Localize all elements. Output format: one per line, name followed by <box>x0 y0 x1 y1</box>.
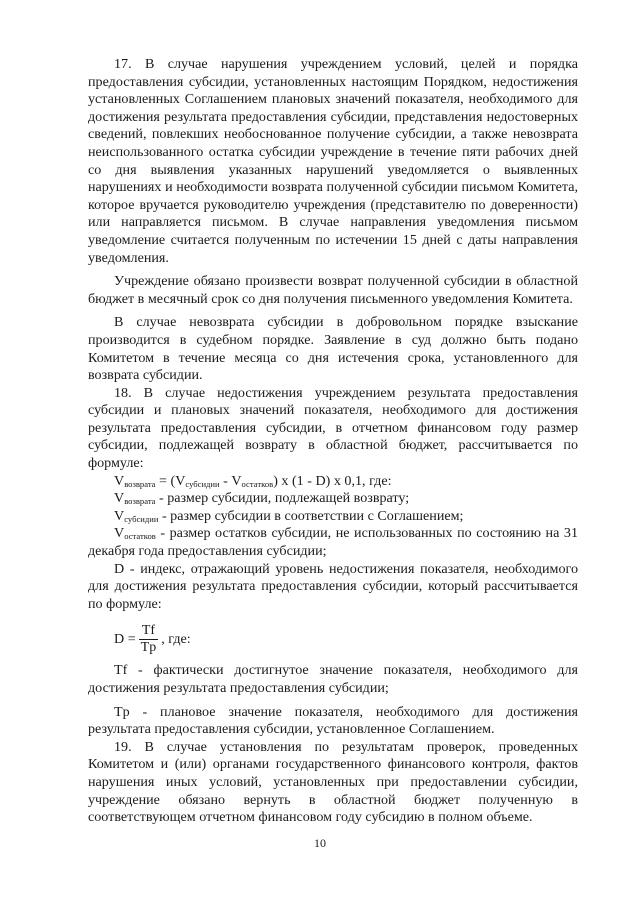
paragraph-17-court-recovery: В случае невозврата субсидии в добровольном порядке взыскание производится в судебном порядке. Заявление в суд должно быть подано Комитетом в течение месяца со дня истечения срока, установленного для возврата субсидии. <box>88 314 578 384</box>
formula-d-tail: , где: <box>161 631 191 648</box>
definition-v-rest: $V_{остатков}$ - размер остатков субсидии, не использованных по состоянию на 31 декабря года предоставления субсидии; <box>88 525 578 560</box>
formula-d-denominator: Tp <box>140 640 157 656</box>
definition-tp: Tp - плановое значение показателя, необходимого для достижения результата предоставления субсидии, установленное Соглашением. <box>88 703 578 738</box>
formula-d-fraction <box>138 623 160 656</box>
paragraph-18-intro: 18. В случае недостижения учреждением результата предоставления субсидии и плановых значений показателя, необходимого для достижения результата предоставления субсидии, в отчетном финансовом году размер субсидии, подлежащей возврату в областной бюджет, рассчитывается по формуле: <box>88 384 578 472</box>
formula-v-return: $V_{возврата} = (V_{субсидии} - V_{остатков})$ x (1 - D) x 0,1, где: <box>114 472 392 489</box>
formula-d-lhs: D = <box>114 631 136 648</box>
paragraph-17-return-obligation: Учреждение обязано произвести возврат полученной субсидии в областной бюджет в месячный срок со дня получения письменного уведомления Комитета. <box>88 273 578 307</box>
paragraph-17-violations: 17. В случае нарушения учреждением условий, целей и порядка предоставления субсидии, установленных настоящим Порядком, недостижения установленных Соглашением плановых значений показателя, необходимого для достижения результата предоставления субсидии, представления недостоверных сведений, повлекших необоснованное получение субсидии, а также невозврата неиспользованного остатка субсидии учреждение в течение пяти рабочих дней со дня выявления указанных нарушений уведомляется о выявленных нарушениях и необходимости возврата полученной субсидии письмом Комитета, которое вручается руководителю учреждения (представителю по доверенности) или направляется письмом. В случае направления уведомления письмом уведомление считается полученным по истечении 15 дней с даты направления уведомления. <box>88 56 578 266</box>
document-page <box>88 56 578 827</box>
formula-d <box>114 623 578 656</box>
definition-v-subsidy: $V_{субсидии}$ - размер субсидии в соответствии с Соглашением; <box>114 507 464 524</box>
definition-d-index: D - индекс, отражающий уровень недостижения показателя, необходимого для достижения результата предоставления субсидии, который рассчитывается по формуле: <box>88 560 578 612</box>
formula-d-numerator: Tf <box>139 623 158 640</box>
definition-v-return: $V_{возврата}$ - размер субсидии, подлежащей возврату; <box>114 490 410 507</box>
page-number: 10 <box>314 836 326 850</box>
definition-tf: Tf - фактически достигнутое значение показателя, необходимого для достижения результата предоставления субсидии; <box>88 662 578 696</box>
paragraph-19: 19. В случае установления по результатам проверок, проведенных Комитетом и (или) органами государственного финансового контроля, фактов нарушения иных условий, установленных при предоставлении субсидии, учреждение обязано вернуть в областной бюджет полученную в соответствующем отчетном финансовом году субсидию в полном объеме. <box>88 738 578 826</box>
